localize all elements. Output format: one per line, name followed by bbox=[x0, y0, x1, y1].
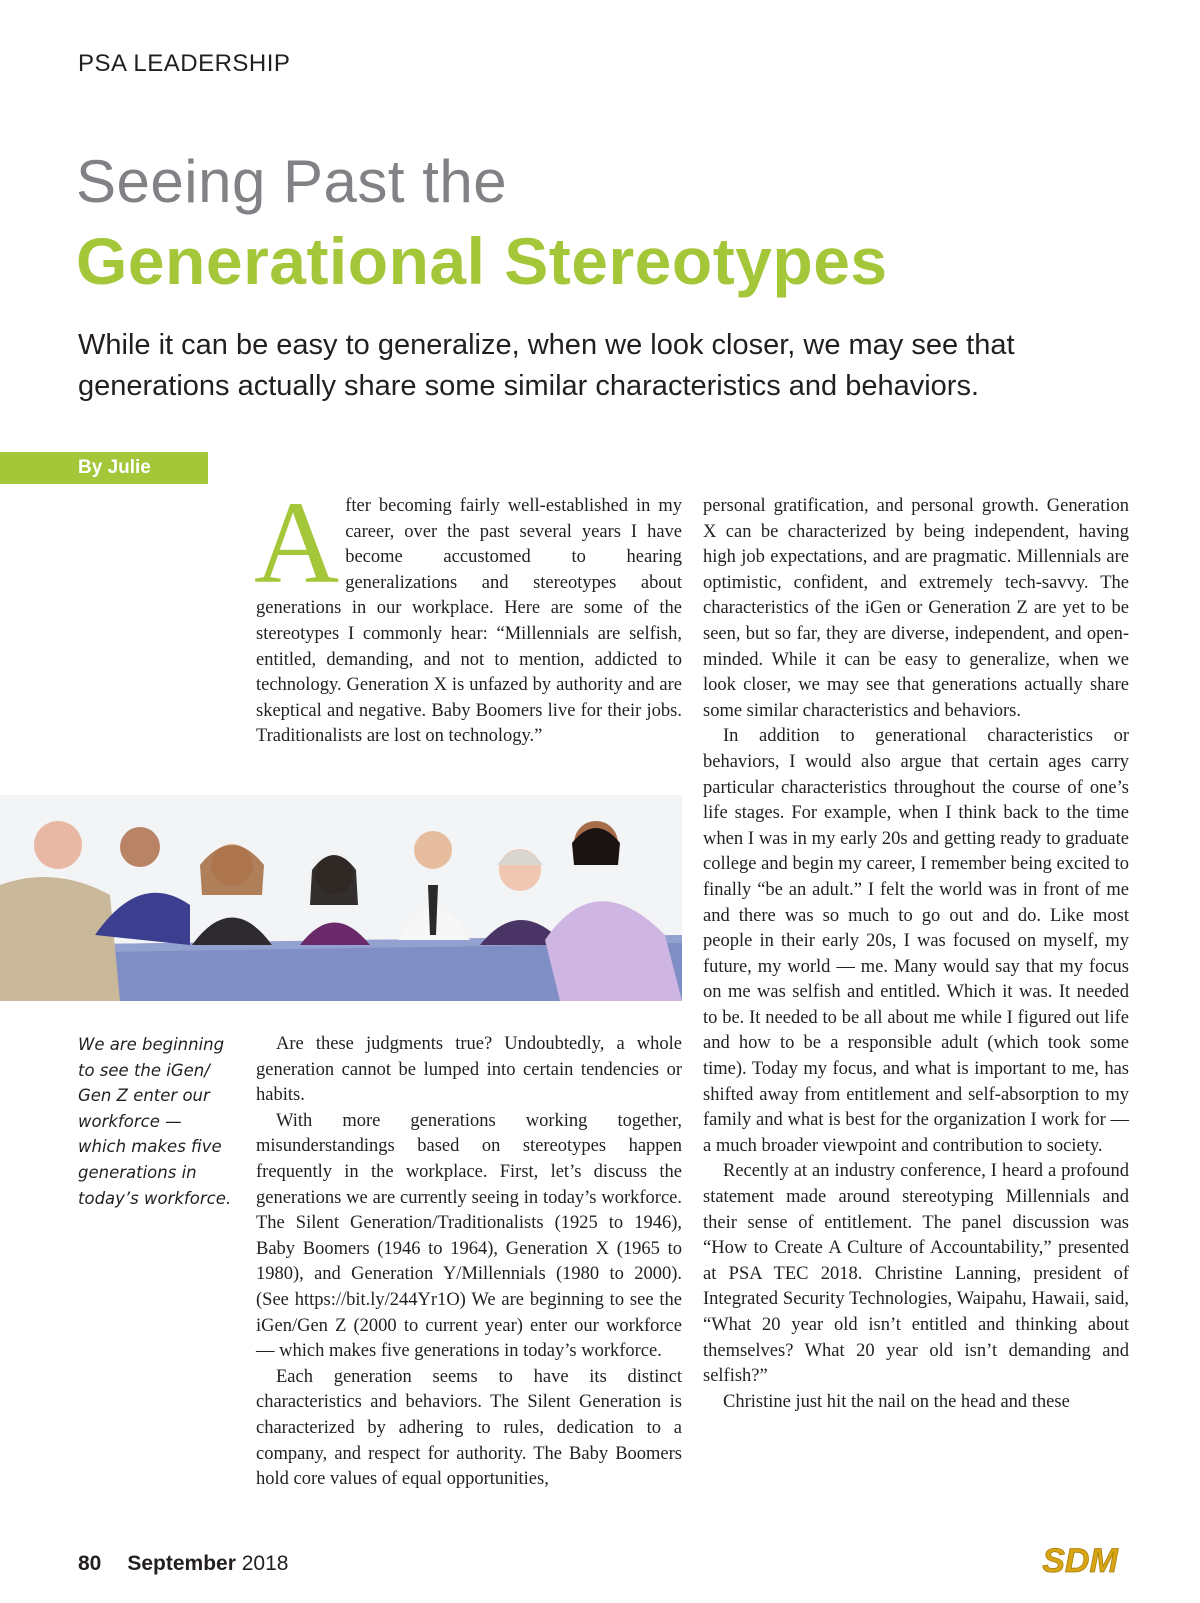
article-column-right bbox=[703, 494, 1129, 1415]
article-column-left-top bbox=[254, 477, 682, 750]
article-deck: While it can be easy to generalize, when we look closer, we may see that generations actually share some similar characteristics and behaviors. bbox=[78, 329, 1015, 402]
paragraph-6: In addition to generational characteristics or behaviors, I would also argue that certain ages carry particular characteristics throughout the course of one’s life stages. For example, when I think back to the time when I was in my early 20s and getting ready to graduate college and begin my career, I remember being excited to finally “be an adult.” I felt the world was in front of me and there was so much to go out and do. Like most people in their early 20s, I was focused on myself, my future, my world — me. Many would say that my focus on me was selfish and entitled. Which it was. It needed to be. It needed to be all about me while I figured out life and how to be a responsible adult (which took some time). Today my focus, and what is important to me, has shifted away from entitlement and self-absorption to my family and what is best for the organization I work for — a much broader viewpoint and contribution to society. bbox=[703, 726, 1129, 1156]
page-number: 80 bbox=[78, 1552, 102, 1575]
paragraph-2: Are these judgments true? Undoubtedly, a whole generation cannot be lumped into certain tendencies or habits. bbox=[256, 1034, 682, 1106]
paragraph-3: With more generations working together, misunderstandings based on stereotypes happen frequently in the workplace. First, let’s discuss the generations we are currently seeing in today’s workforce. The Silent Generation/Traditionalists (1925 to 1946), Baby Boomers (1946 to 1964), Generation X (1965 to 1980), and Generation Y/Millennials (1980 to 2000). (See https://bit.ly/244Yr1O) We are beginning to see the iGen/Gen Z (2000 to current year) enter our workforce — which makes five generations in today’s workforce. bbox=[256, 1110, 682, 1362]
paragraph-8: Christine just hit the nail on the head and these bbox=[723, 1391, 1070, 1412]
group-photo-illustration bbox=[0, 795, 682, 1001]
paragraph-4: Each generation seems to have its distinct characteristics and behaviors. The Silent Generation is characterized by adhering to rules, dedication to a company, and respect for authority. The Baby Boomers hold core values of equal opportunities, bbox=[256, 1366, 682, 1490]
drop-cap: A bbox=[254, 477, 340, 608]
photo-caption: We are beginning to see the iGen/ Gen Z enter our workforce — which makes five generations in today’s workforce. bbox=[78, 1035, 232, 1208]
paragraph-1 bbox=[254, 477, 682, 750]
svg-text:SDM: SDM bbox=[1042, 1542, 1118, 1580]
paragraph-5: personal gratification, and personal growth. Generation X can be characterized by being independent, having high job expectations, and are pragmatic. Millennials are optimistic, confident, and extremely tech-savvy. The characteristics of the iGen or Generation Z are yet to be seen, but so far, they are diverse, independent, and open-minded. While it can be easy to generalize, when we look closer, we may see that generations actually share some similar characteristics and behaviors. bbox=[703, 496, 1129, 721]
issue-month: September bbox=[127, 1552, 236, 1575]
title-line-1: Seeing Past the bbox=[76, 148, 508, 215]
byline: By Julie Rolles bbox=[0, 452, 208, 484]
paragraph-7: Recently at an industry conference, I heard a profound statement made around stereotyping Millennials and their sense of entitlement. The panel discussion was “How to Create A Culture of Accountability,” presented at PSA TEC 2018. Christine Lanning, president of Integrated Security Technologies, Waipahu, Hawaii, said, “What 20 year old isn’t entitled and thinking about themselves? What 20 year old isn’t demanding and selfish?” bbox=[703, 1161, 1129, 1387]
issue-year: 2018 bbox=[241, 1552, 289, 1575]
section-label: PSA LEADERSHIP bbox=[78, 50, 291, 77]
title-line-2: Generational Stereotypes bbox=[76, 224, 888, 298]
sdm-logo bbox=[1030, 1540, 1130, 1580]
page-footer bbox=[78, 1552, 288, 1576]
paragraph-1-text: fter becoming fairly well-established in my career, over the past several years I have become accustomed to hearing generalizations and stereotypes about generations in our workplace. Here are some of the stereotypes I commonly hear: “Millennials are selfish, entitled, demanding, and not to mention, addicted to technology. Generation X is unfazed by authority and are skeptical and negative. Baby Boomers live for their jobs. Traditionalists are lost on technology.” bbox=[256, 496, 682, 747]
article-photo bbox=[0, 795, 682, 1001]
article-column-left-bottom bbox=[256, 1032, 682, 1493]
